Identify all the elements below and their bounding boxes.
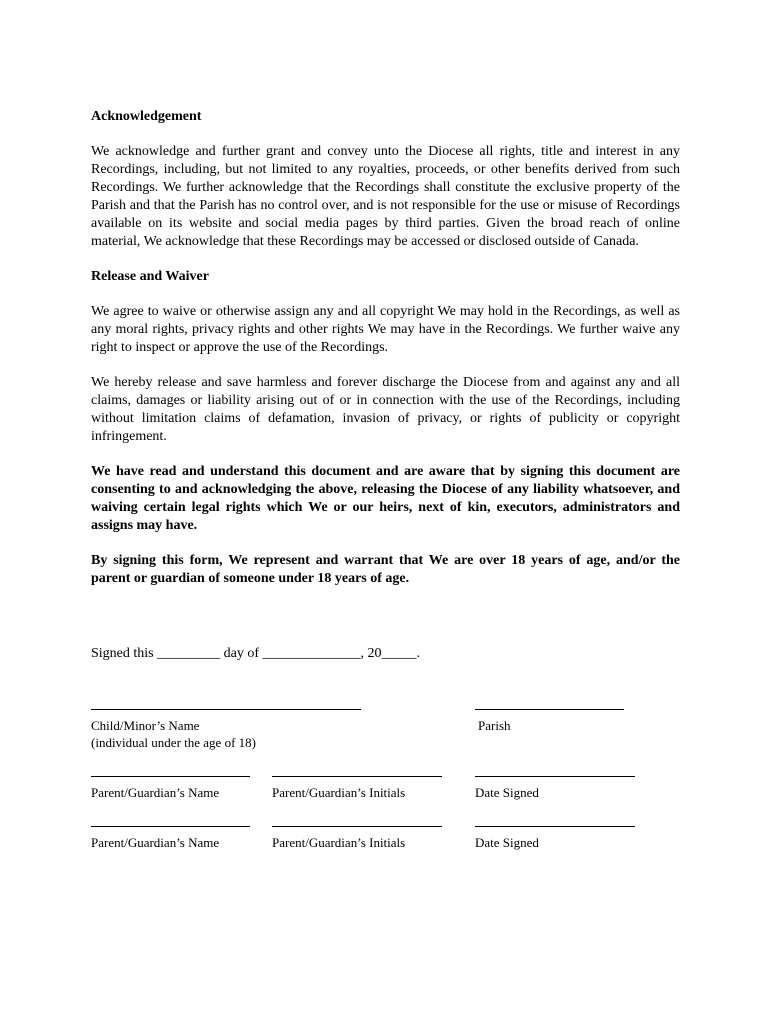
child-age-note: (individual under the age of 18) [91,735,256,750]
document-body [91,108,680,605]
acknowledgement-heading: Acknowledgement [91,109,202,124]
waiver-paragraph: We agree to waive or otherwise assign any and all copyright We may hold in the Recordings, as well as any moral rights, privacy rights and other rights We may have in the Recordings. We further waive any right to inspect or approve the use of the Recordings. [91,304,680,355]
parish-line[interactable] [475,709,624,710]
date-signed-label-2: Date Signed [475,835,539,850]
date-signed-line-1[interactable] [475,776,635,777]
release-paragraph: We hereby release and save harmless and forever discharge the Diocese from and against any and all claims, damages or liability arising out of or in connection with the use of the Recordings, including without limitation claims of defamation, invasion of privacy, or rights of publicity or copyright infringement. [91,375,680,444]
child-name-label: Child/Minor’s Name [91,718,200,733]
parent-name-label-2: Parent/Guardian’s Name [91,835,220,850]
parent-name-block-1 [91,776,250,801]
parent-name-line-2[interactable] [91,826,250,827]
parent-name-label-1: Parent/Guardian’s Name [91,785,220,800]
parent-initials-block-1 [272,776,442,801]
date-signed-block-2 [475,826,635,851]
signed-date-line: Signed this _________ day of ______________, 20_____. [91,646,420,661]
date-signed-label-1: Date Signed [475,785,539,800]
date-signed-line-2[interactable] [475,826,635,827]
parish-signature-block [475,709,624,734]
acknowledgement-paragraph: We acknowledge and further grant and convey unto the Diocese all rights, title and interest in any Recordings, including, but not limited to any royalties, proceeds, or other benefits derived from such Recordings. We further acknowledge that the Recordings shall constitute the exclusive property of the Parish and that the Parish has no control over, and is not responsible for the use or misuse of Recordings available on its website and social media pages by third parties. Given the broad reach of online material, We acknowledge that these Recordings may be accessed or disclosed outside of Canada. [91,144,680,249]
parent-name-line-1[interactable] [91,776,250,777]
parent-initials-label-2: Parent/Guardian’s Initials [272,835,406,850]
parent-initials-line-2[interactable] [272,826,442,827]
child-name-line[interactable] [91,709,361,710]
release-waiver-heading: Release and Waiver [91,269,209,284]
understanding-statement: We have read and understand this document and are aware that by signing this document are consenting to and acknowledging the above, releasing the Diocese of any liability whatsoever, and waiving certain legal rights which We or our heirs, next of kin, executors, administrators and assigns may have. [91,464,680,533]
parent-initials-block-2 [272,826,442,851]
parent-initials-label-1: Parent/Guardian’s Initials [272,785,406,800]
date-signed-block-1 [475,776,635,801]
parent-name-block-2 [91,826,250,851]
child-signature-block [91,709,361,751]
parish-label: Parish [478,718,511,733]
age-representation-statement: By signing this form, We represent and warrant that We are over 18 years of age, and/or the parent or guardian of someone under 18 years of age. [91,553,680,586]
parent-initials-line-1[interactable] [272,776,442,777]
